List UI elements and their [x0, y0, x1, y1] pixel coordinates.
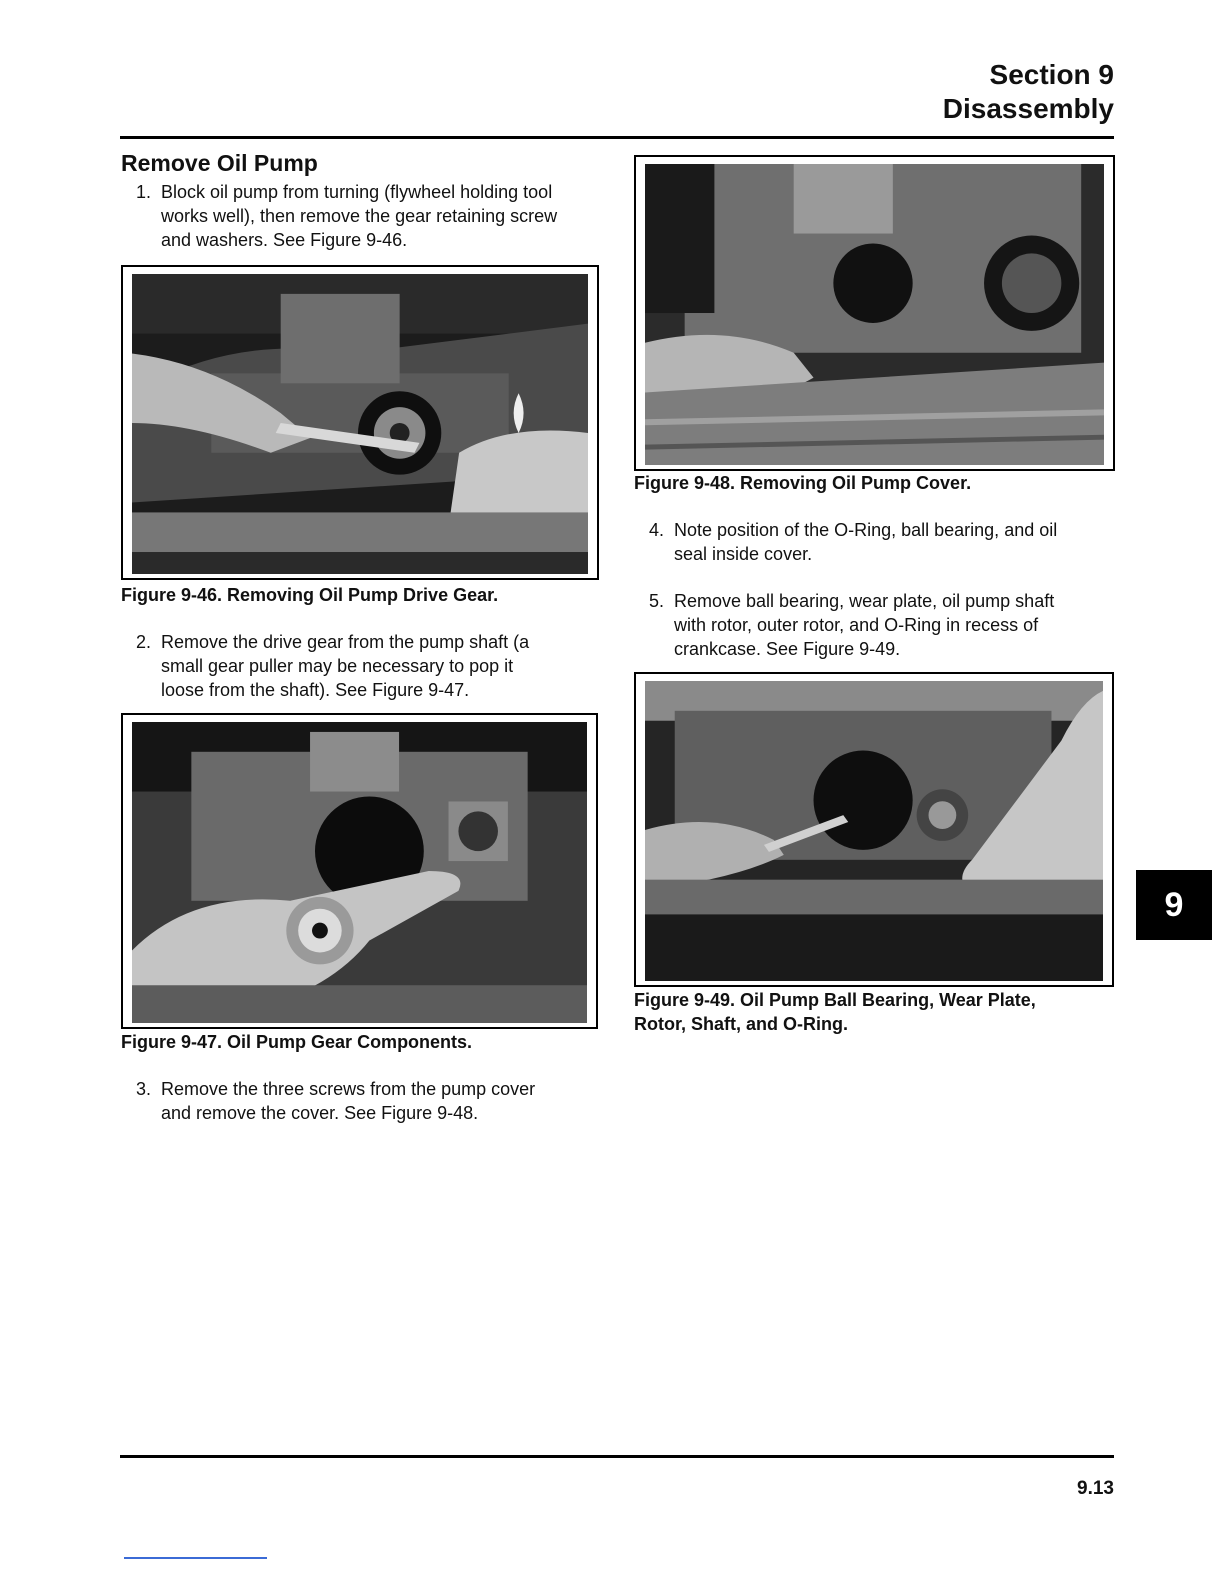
footer-rule	[120, 1455, 1114, 1458]
figure-9-49-caption: Figure 9-49. Oil Pump Ball Bearing, Wear Plate, Rotor, Shaft, and O-Ring.	[634, 990, 1036, 1034]
step-text: Block oil pump from turning (flywheel holding tool works well), then remove the gear retaining screw and washers. See Figure 9-46.	[161, 182, 558, 250]
step-number: 2.	[135, 632, 151, 652]
figure-9-47-caption: Figure 9-47. Oil Pump Gear Components.	[121, 1032, 473, 1052]
step-number: 3.	[135, 1079, 151, 1099]
header-rule	[120, 136, 1114, 139]
figure-9-49-photo	[634, 672, 1114, 987]
section-header	[943, 58, 1114, 126]
step-text: Note position of the O-Ring, ball bearing, and oil seal inside cover.	[674, 520, 1058, 564]
figure-9-48-caption: Figure 9-48. Removing Oil Pump Cover.	[634, 473, 972, 493]
step-3	[121, 1077, 611, 1129]
step-text: Remove the three screws from the pump cover and remove the cover. See Figure 9-48.	[161, 1079, 536, 1123]
step-5	[634, 589, 1124, 665]
step-text: Remove ball bearing, wear plate, oil pump shaft with rotor, outer rotor, and O-Ring in recess of crankcase. See Figure 9-49.	[674, 591, 1055, 659]
section-number: Section 9	[989, 59, 1114, 90]
step-number: 5.	[648, 591, 664, 611]
step-text: Remove the drive gear from the pump shaft (a small gear puller may be necessary to pop it loose from the shaft). See Figure 9-47.	[161, 632, 530, 700]
decorative-line	[124, 1557, 267, 1559]
figure-9-47-photo	[121, 713, 598, 1029]
step-4	[634, 518, 1124, 570]
page-number: 9.13	[1077, 1478, 1114, 1499]
figure-9-46-caption: Figure 9-46. Removing Oil Pump Drive Gear.	[121, 585, 499, 605]
section-title: Disassembly	[942, 93, 1114, 124]
figure-9-48-photo	[634, 155, 1115, 471]
step-number: 1.	[135, 182, 151, 202]
step-number: 4.	[648, 520, 664, 540]
section-tab: 9	[1136, 870, 1212, 940]
step-2	[121, 630, 611, 706]
figure-9-46-photo	[121, 265, 599, 580]
step-1	[121, 180, 611, 256]
heading-remove-oil-pump: Remove Oil Pump	[121, 150, 318, 176]
